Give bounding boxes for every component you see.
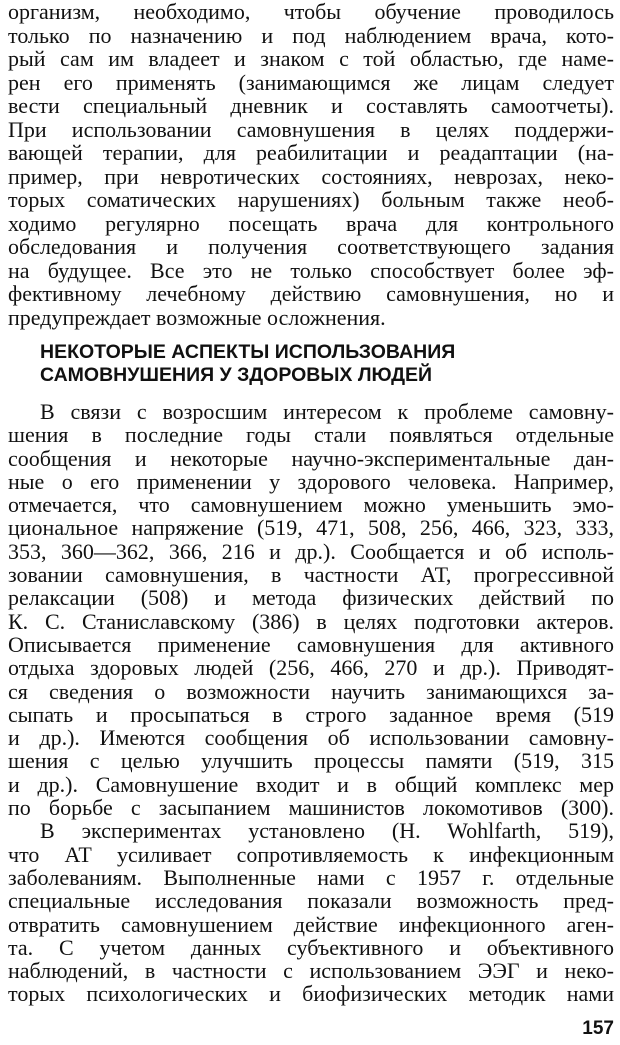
text-line: зовании самовнушения, в частности АТ, прогрессивной xyxy=(8,562,614,588)
text-line: рен его применять (занимающимся же лицам следует xyxy=(8,69,614,95)
heading-line: САМОВНУШЕНИЯ У ЗДОРОВЫХ ЛЮДЕЙ xyxy=(40,364,433,386)
text-line: отдыха здоровых людей (256, 466, 270 и др.). Приводят- xyxy=(8,655,614,681)
text-line: сыпать и просыпаться в строго заданное время (519 xyxy=(8,701,614,727)
text-line: и др.). Имеются сообщения об использовании самовну- xyxy=(8,725,614,751)
text-line: 353, 360—362, 366, 216 и др.). Сообщается и об исполь- xyxy=(8,538,614,564)
text-line: отмечается, что самовнушением можно уменьшить эмо- xyxy=(8,492,614,518)
text-line: ходимо регулярно посещать врача для контрольного xyxy=(8,210,614,236)
text-line: наблюдений, в частности с использованием ЭЭГ и неко- xyxy=(8,958,614,984)
text-line: релаксации (508) и метода физических действий по xyxy=(8,585,614,611)
text-line: организм, необходимо, чтобы обучение проводилось xyxy=(8,0,614,24)
text-line: та. С учетом данных субъективного и объективного xyxy=(8,934,614,960)
text-line: Описывается применение самовнушения для активного xyxy=(8,631,614,657)
text-line: шения с целью улучшить процессы памяти (519, 315 xyxy=(8,748,614,774)
text-line: фективному лечебному действию самовнушения, но и xyxy=(8,281,614,306)
text-line: ные о его применении у здорового человека. Например, xyxy=(8,468,614,494)
text-line: и др.). Самовнушение входит и в общий комплекс мер xyxy=(8,771,614,797)
text-line: заболеваниям. Выполненные нами с 1957 г. отдельные xyxy=(8,864,614,890)
text-line: по борьбе с засыпанием машинистов локомотивов (300). xyxy=(8,795,614,821)
text-line: В экспериментах установлено (H. Wohlfarth, 519), xyxy=(40,818,614,844)
text-line: обследования и получения соответствующего задания xyxy=(8,234,614,259)
text-line: только по назначению и под наблюдением врача, кото- xyxy=(8,22,614,48)
page-number: 157 xyxy=(582,1018,614,1039)
text-line: В связи с возросшим интересом к проблеме самовну- xyxy=(40,399,614,424)
text-line: К. С. Станиславскому (386) в целях подготовки актеров. xyxy=(8,608,614,634)
text-line: вести специальный дневник и составлять самоотчеты). xyxy=(8,93,614,118)
text-line: предупреждает возможные осложнения. xyxy=(8,304,386,330)
text-line: сообщения и некоторые научно-экспериментальные дан- xyxy=(8,445,614,471)
text-line: шения в последние годы стали появляться отдельные xyxy=(8,422,614,448)
section-heading xyxy=(40,341,560,387)
text-line: При использовании самовнушения в целях поддержи- xyxy=(8,116,614,142)
heading-line: НЕКОТОРЫЕ АСПЕКТЫ ИСПОЛЬЗОВАНИЯ xyxy=(40,341,456,363)
text-line: вающей терапии, для реабилитации и реадаптации (на- xyxy=(8,140,614,165)
text-line: пример, при невротических состояниях, неврозах, неко- xyxy=(8,163,614,189)
text-line: циональное напряжение (519, 471, 508, 256, 466, 323, 333, xyxy=(8,515,614,541)
text-line: на будущее. Все это не только способствует более эф- xyxy=(8,257,614,283)
section-body xyxy=(8,400,614,1006)
text-line: специальные исследования показали возможность пред- xyxy=(8,888,614,914)
text-line: что АТ усиливает сопротивляемость к инфекционным xyxy=(8,841,614,867)
text-line: отвратить самовнушением действие инфекционного аген- xyxy=(8,911,614,937)
text-line: торых соматических нарушениях) больным также необ- xyxy=(8,187,614,212)
text-line: ся сведения о возможности научить занимающихся за- xyxy=(8,678,614,704)
text-line: рый сам им владеет и знаком с той областью, где наме- xyxy=(8,46,614,71)
paragraph-continuation xyxy=(8,0,614,329)
text-line: торых психологических и биофизических методик нами xyxy=(8,981,614,1007)
